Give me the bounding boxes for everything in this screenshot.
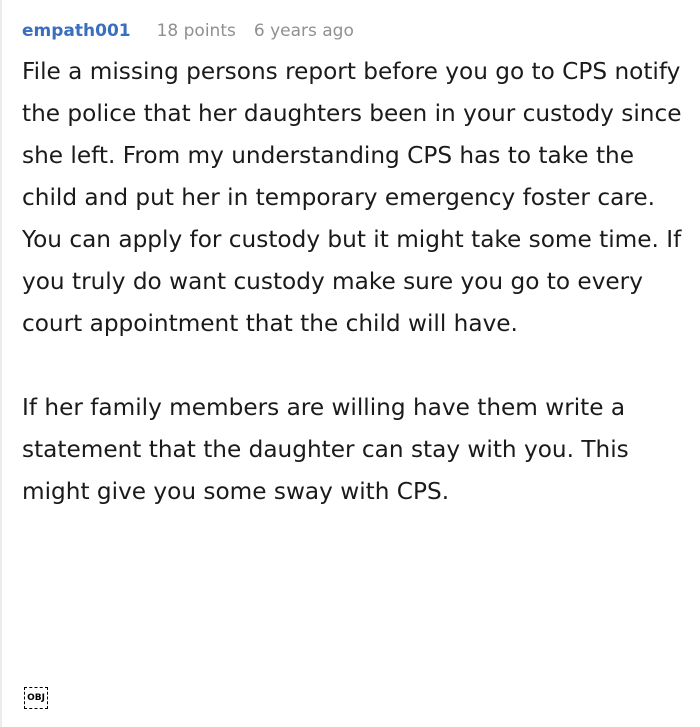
comment-thread-line: [0, 0, 2, 727]
comment-paragraph: If her family members are willing have them write a statement that the daughter can stay with you. This might give you some sway with CPS.: [22, 394, 629, 505]
author-link[interactable]: empath001: [22, 21, 131, 41]
object-placeholder-icon: OBJ: [24, 687, 48, 709]
timestamp: 6 years ago: [253, 21, 354, 41]
comment-body: [22, 51, 694, 555]
points: 18 points: [156, 21, 236, 41]
comment-header: [22, 20, 372, 42]
comment-paragraph: File a missing persons report before you go to CPS notify the police that her daughters been in your custody since she left. From my understanding CPS has to take the child and put her in temporary emergency foster care. You can apply for custody but it might take some time. If you truly do want custody make sure you go to every court appointment that the child will have.: [22, 58, 682, 337]
